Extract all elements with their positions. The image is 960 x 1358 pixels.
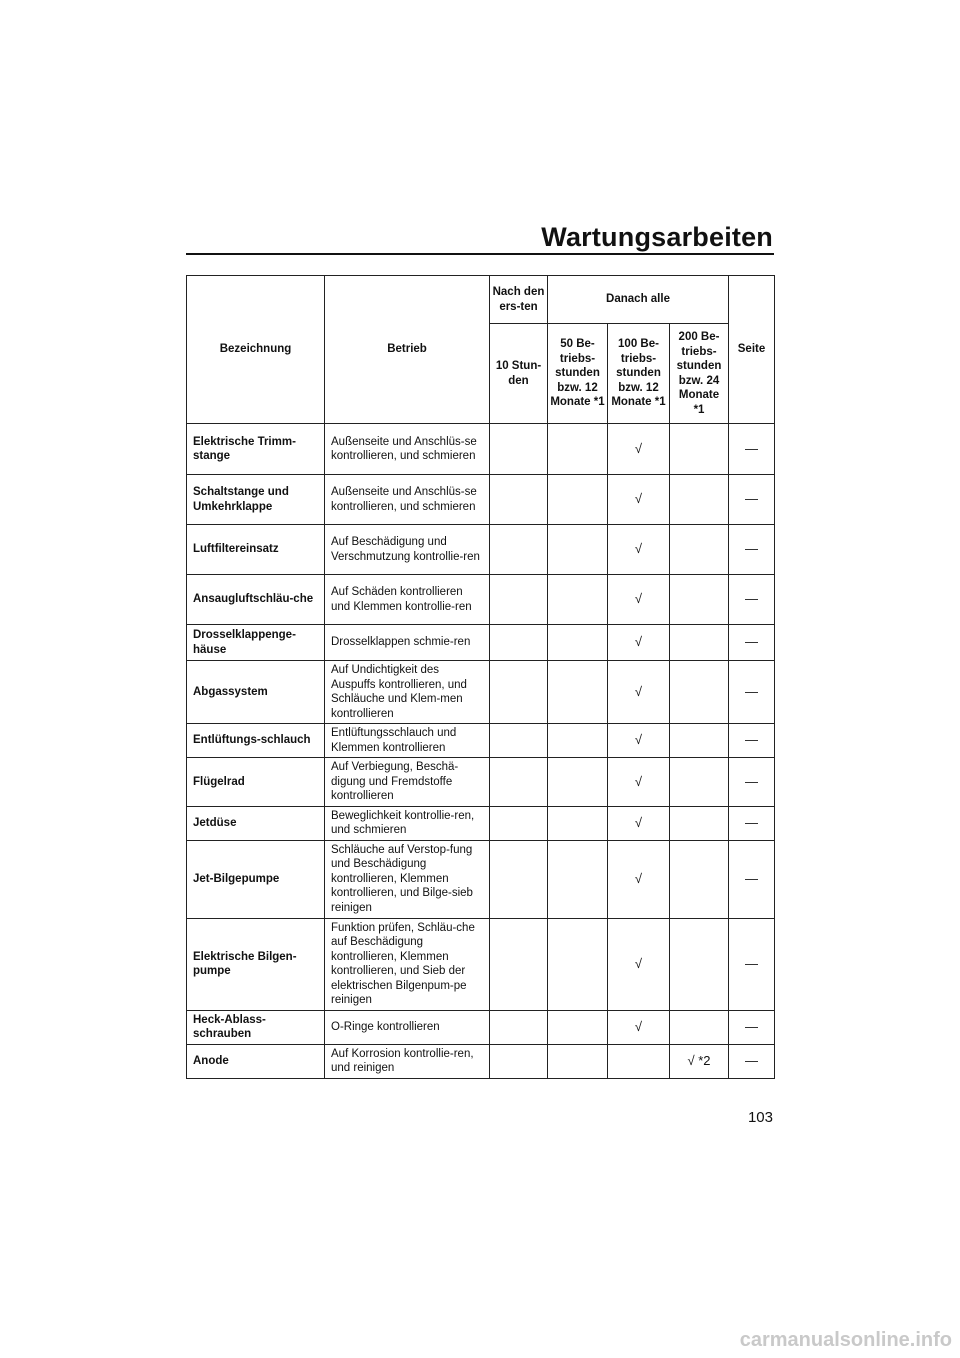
- row-operation: O-Ringe kontrollieren: [325, 1010, 490, 1044]
- row-seite: —: [729, 1010, 775, 1044]
- table-row: [187, 918, 775, 1010]
- row-100h-mark: √: [608, 758, 670, 807]
- row-seite: —: [729, 625, 775, 661]
- row-10h-mark: [490, 758, 548, 807]
- row-200h-mark: [670, 424, 729, 475]
- row-50h-mark: [548, 724, 608, 758]
- row-10h-mark: [490, 575, 548, 625]
- maintenance-table: [186, 275, 775, 1079]
- row-name: Ansaugluftschläu-che: [187, 575, 325, 625]
- row-100h-mark: √: [608, 724, 670, 758]
- row-50h-mark: [548, 525, 608, 575]
- row-10h-mark: [490, 525, 548, 575]
- row-200h-mark: [670, 918, 729, 1010]
- row-operation: Funktion prüfen, Schläu-che auf Beschädigung kontrollieren, Klemmen kontrollieren, und Sieb der elektrischen Bilgenpum-pe reinigen: [325, 918, 490, 1010]
- row-operation: Drosselklappen schmie-ren: [325, 625, 490, 661]
- row-seite: —: [729, 1044, 775, 1078]
- row-seite: —: [729, 475, 775, 525]
- row-50h-mark: [548, 840, 608, 918]
- row-seite: —: [729, 918, 775, 1010]
- row-operation: Schläuche auf Verstop-fung und Beschädigung kontrollieren, Klemmen kontrollieren, und Bilge-sieb reinigen: [325, 840, 490, 918]
- header-10-stunden: 10 Stun-den: [490, 324, 548, 424]
- row-10h-mark: [490, 1044, 548, 1078]
- row-seite: —: [729, 724, 775, 758]
- row-name: Drosselklappenge-häuse: [187, 625, 325, 661]
- row-50h-mark: [548, 661, 608, 724]
- row-100h-mark: √: [608, 424, 670, 475]
- table-row: [187, 661, 775, 724]
- row-10h-mark: [490, 1010, 548, 1044]
- row-operation: Außenseite und Anschlüs-se kontrollieren, und schmieren: [325, 475, 490, 525]
- table-row: [187, 758, 775, 807]
- row-10h-mark: [490, 840, 548, 918]
- title-divider: [186, 253, 774, 255]
- row-50h-mark: [548, 1010, 608, 1044]
- table-row: [187, 1010, 775, 1044]
- header-50-stunden: 50 Be-triebs-stunden bzw. 12 Monate *1: [548, 324, 608, 424]
- row-50h-mark: [548, 758, 608, 807]
- row-200h-mark: [670, 625, 729, 661]
- row-200h-mark: [670, 475, 729, 525]
- row-operation: Auf Schäden kontrollieren und Klemmen kontrollie-ren: [325, 575, 490, 625]
- table-body: [187, 424, 775, 1079]
- header-bezeichnung: Bezeichnung: [187, 276, 325, 424]
- row-operation: Auf Undichtigkeit des Auspuffs kontrollieren, und Schläuche und Klem-men kontrollieren: [325, 661, 490, 724]
- table-row: [187, 806, 775, 840]
- header-nach-den-ersten: Nach den ers-ten: [490, 276, 548, 324]
- row-50h-mark: [548, 806, 608, 840]
- row-name: Luftfiltereinsatz: [187, 525, 325, 575]
- row-10h-mark: [490, 625, 548, 661]
- row-name: Flügelrad: [187, 758, 325, 807]
- row-200h-mark: [670, 1010, 729, 1044]
- table-row: [187, 525, 775, 575]
- table-row: [187, 424, 775, 475]
- row-100h-mark: [608, 1044, 670, 1078]
- row-10h-mark: [490, 724, 548, 758]
- header-200-stunden: 200 Be-triebs-stunden bzw. 24 Monate *1: [670, 324, 729, 424]
- watermark: carmanualsonline.info: [739, 1329, 952, 1351]
- row-100h-mark: √: [608, 1010, 670, 1044]
- row-seite: —: [729, 575, 775, 625]
- row-seite: —: [729, 758, 775, 807]
- row-200h-mark: [670, 806, 729, 840]
- row-operation: Beweglichkeit kontrollie-ren, und schmieren: [325, 806, 490, 840]
- row-name: Schaltstange und Umkehrklappe: [187, 475, 325, 525]
- row-10h-mark: [490, 661, 548, 724]
- row-seite: —: [729, 661, 775, 724]
- row-name: Abgassystem: [187, 661, 325, 724]
- table-row: [187, 724, 775, 758]
- row-200h-mark: [670, 724, 729, 758]
- row-seite: —: [729, 424, 775, 475]
- row-name: Elektrische Trimm-stange: [187, 424, 325, 475]
- row-100h-mark: √: [608, 840, 670, 918]
- header-betrieb: Betrieb: [325, 276, 490, 424]
- row-50h-mark: [548, 625, 608, 661]
- table-row: [187, 625, 775, 661]
- row-10h-mark: [490, 424, 548, 475]
- row-name: Heck-Ablass-schrauben: [187, 1010, 325, 1044]
- row-200h-mark: [670, 525, 729, 575]
- row-operation: Außenseite und Anschlüs-se kontrollieren, und schmieren: [325, 424, 490, 475]
- row-100h-mark: √: [608, 661, 670, 724]
- row-10h-mark: [490, 918, 548, 1010]
- row-100h-mark: √: [608, 525, 670, 575]
- row-50h-mark: [548, 1044, 608, 1078]
- header-100-stunden: 100 Be-triebs-stunden bzw. 12 Monate *1: [608, 324, 670, 424]
- row-name: Jet-Bilgepumpe: [187, 840, 325, 918]
- table-row: [187, 1044, 775, 1078]
- row-operation: Auf Korrosion kontrollie-ren, und reinigen: [325, 1044, 490, 1078]
- table-row: [187, 575, 775, 625]
- row-100h-mark: √: [608, 475, 670, 525]
- row-operation: Entlüftungsschlauch und Klemmen kontrollieren: [325, 724, 490, 758]
- row-name: Anode: [187, 1044, 325, 1078]
- row-100h-mark: √: [608, 918, 670, 1010]
- row-seite: —: [729, 806, 775, 840]
- page-title: Wartungsarbeiten: [541, 222, 773, 252]
- row-100h-mark: √: [608, 806, 670, 840]
- page-number: 103: [747, 1109, 773, 1126]
- row-200h-mark: [670, 840, 729, 918]
- row-200h-mark: [670, 661, 729, 724]
- row-50h-mark: [548, 918, 608, 1010]
- row-50h-mark: [548, 424, 608, 475]
- row-50h-mark: [548, 475, 608, 525]
- row-10h-mark: [490, 475, 548, 525]
- row-name: Jetdüse: [187, 806, 325, 840]
- row-200h-mark: √ *2: [670, 1044, 729, 1078]
- row-200h-mark: [670, 758, 729, 807]
- row-200h-mark: [670, 575, 729, 625]
- header-danach-alle: Danach alle: [548, 276, 729, 324]
- row-seite: —: [729, 840, 775, 918]
- row-100h-mark: √: [608, 625, 670, 661]
- row-100h-mark: √: [608, 575, 670, 625]
- row-operation: Auf Beschädigung und Verschmutzung kontrollie-ren: [325, 525, 490, 575]
- row-10h-mark: [490, 806, 548, 840]
- table-row: [187, 475, 775, 525]
- row-name: Entlüftungs-schlauch: [187, 724, 325, 758]
- row-seite: —: [729, 525, 775, 575]
- row-operation: Auf Verbiegung, Beschä-digung und Fremdstoffe kontrollieren: [325, 758, 490, 807]
- row-name: Elektrische Bilgen-pumpe: [187, 918, 325, 1010]
- row-50h-mark: [548, 575, 608, 625]
- table-row: [187, 840, 775, 918]
- header-seite: Seite: [729, 276, 775, 424]
